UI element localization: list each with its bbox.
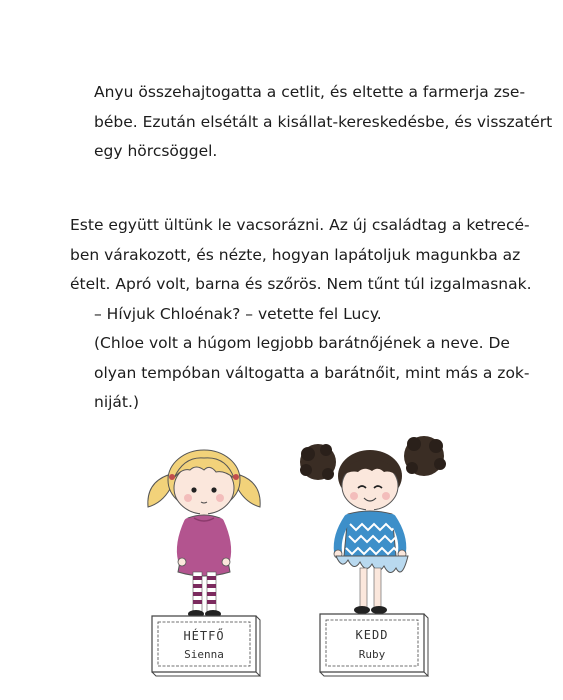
hair-pigtail-right bbox=[238, 475, 260, 507]
text-line: bébe. Ezután elsétált a kisállat-kereskedésbe, és visszatért bbox=[94, 112, 553, 131]
dialogue-line bbox=[70, 300, 500, 330]
sign-sienna bbox=[152, 616, 260, 676]
striped-tights bbox=[193, 572, 216, 612]
girl-sienna bbox=[148, 450, 260, 618]
text-line: ételt. Apró volt, barna és szőrös. Nem tűnt túl izgalmasnak. bbox=[70, 275, 532, 293]
text-line: – Hívjuk Chloénak? – vetette fel Lucy. bbox=[94, 304, 382, 323]
hair-pompom-left bbox=[300, 444, 336, 480]
sign-day-label: HÉTFŐ bbox=[183, 629, 225, 643]
sign-name-label: Ruby bbox=[358, 648, 386, 661]
sign-ruby bbox=[320, 614, 428, 676]
text-line: Anyu összehajtogatta a cetlit, és eltette a farmerja zse- bbox=[94, 83, 526, 101]
text-line: niját.) bbox=[94, 393, 139, 411]
text-line: egy hörcsöggel. bbox=[94, 142, 218, 160]
paragraph-2 bbox=[70, 211, 532, 300]
eye-left bbox=[191, 487, 196, 492]
paragraph-3 bbox=[70, 329, 530, 418]
text-line: olyan tempóban váltogatta a barátnőit, mint más a zok- bbox=[94, 363, 530, 382]
sign-day-label: KEDD bbox=[355, 628, 389, 642]
hair-pompom-right bbox=[404, 436, 446, 476]
text-line: ben várakozott, és nézte, hogyan lapátoljuk magunkba az bbox=[70, 245, 521, 264]
sign-name-label: Sienna bbox=[184, 648, 224, 661]
eye-right bbox=[211, 487, 216, 492]
text-line: Este együtt ültünk le vacsorázni. Az új családtag a ketrecé- bbox=[70, 216, 530, 234]
girl-ruby bbox=[300, 436, 446, 614]
tutu-skirt bbox=[336, 556, 408, 573]
text-block-top bbox=[70, 78, 553, 167]
text-line: (Chloe volt a húgom legjobb barátnőjének a neve. De bbox=[94, 334, 510, 352]
hair-pigtail-left bbox=[148, 475, 170, 507]
illustration bbox=[130, 430, 450, 695]
text-block-main bbox=[70, 211, 532, 418]
paragraph-1 bbox=[70, 78, 553, 167]
